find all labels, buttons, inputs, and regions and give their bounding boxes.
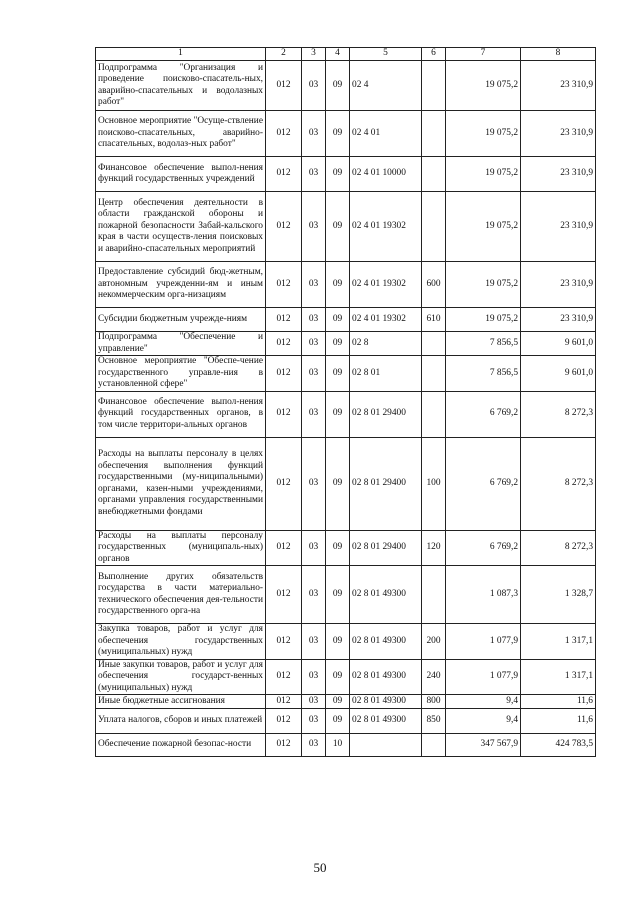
row-expense-type-cell: [422, 734, 446, 757]
row-amount-2-cell: 424 783,5: [521, 734, 596, 757]
column-header: 5: [350, 48, 422, 61]
row-admin-code-cell: 012: [266, 111, 302, 157]
row-amount-1-cell: 7 856,5: [446, 356, 521, 392]
row-amount-1-cell: 6 769,2: [446, 391, 521, 437]
table-row: [96, 157, 596, 192]
row-target-code-cell: 02 8 01 49300: [350, 624, 422, 660]
row-name-cell: Расходы на выплаты персоналу в целях обеспечения выполнения функций государственными (му-ниципальными) органами, казен-ными учреждениями, органами управления государственными внебюджетными фондами: [96, 437, 266, 530]
table-row: [96, 437, 596, 530]
row-target-code-cell: [350, 734, 422, 757]
row-section-cell: 03: [302, 659, 326, 695]
table-row: [96, 530, 596, 566]
table-row: [96, 391, 596, 437]
row-expense-type-cell: [422, 332, 446, 356]
row-name-cell: Основное мероприятие "Осуще-ствление поисково-спасательных, аварийно-спасательных, водолаз-ных работ": [96, 111, 266, 157]
row-name-cell: Финансовое обеспечение выпол-нения функций государственных органов, в том числе территори-альных органов: [96, 391, 266, 437]
row-amount-1-cell: 19 075,2: [446, 308, 521, 332]
row-amount-1-cell: 347 567,9: [446, 734, 521, 757]
row-target-code-cell: 02 8 01 29400: [350, 530, 422, 566]
table-row: [96, 111, 596, 157]
column-header: 7: [446, 48, 521, 61]
row-section-cell: 03: [302, 530, 326, 566]
row-subsection-cell: 09: [326, 356, 350, 392]
row-section-cell: 03: [302, 566, 326, 624]
row-target-code-cell: 02 8 01: [350, 356, 422, 392]
row-subsection-cell: 09: [326, 262, 350, 308]
row-expense-type-cell: [422, 61, 446, 111]
row-subsection-cell: 09: [326, 437, 350, 530]
row-target-code-cell: 02 8 01 49300: [350, 659, 422, 695]
row-name-cell: Уплата налогов, сборов и иных платежей: [96, 709, 266, 734]
row-amount-1-cell: 9,4: [446, 709, 521, 734]
row-subsection-cell: 10: [326, 734, 350, 757]
row-name-cell: Закупка товаров, работ и услуг для обеспечения государственных (муниципальных) нужд: [96, 624, 266, 660]
row-amount-1-cell: 19 075,2: [446, 61, 521, 111]
row-amount-1-cell: 19 075,2: [446, 262, 521, 308]
row-expense-type-cell: 100: [422, 437, 446, 530]
row-subsection-cell: 09: [326, 308, 350, 332]
row-name-cell: Субсидии бюджетным учрежде-ниям: [96, 308, 266, 332]
row-name-cell: Предоставление субсидий бюд-жетным, автономным учрежденни-ям и иным некоммерческим орга-низациям: [96, 262, 266, 308]
row-target-code-cell: 02 8 01 49300: [350, 566, 422, 624]
table-row: [96, 624, 596, 660]
column-header: 8: [521, 48, 596, 61]
table-row: [96, 308, 596, 332]
row-amount-1-cell: 6 769,2: [446, 437, 521, 530]
row-name-cell: Расходы на выплаты персоналу государственных (муниципаль-ных) органов: [96, 530, 266, 566]
table-row: [96, 356, 596, 392]
row-target-code-cell: 02 4 01 10000: [350, 157, 422, 192]
row-admin-code-cell: 012: [266, 157, 302, 192]
row-target-code-cell: 02 4 01: [350, 111, 422, 157]
row-amount-2-cell: 23 310,9: [521, 157, 596, 192]
row-amount-1-cell: 7 856,5: [446, 332, 521, 356]
row-admin-code-cell: 012: [266, 356, 302, 392]
column-header: 4: [326, 48, 350, 61]
row-expense-type-cell: 610: [422, 308, 446, 332]
row-subsection-cell: 09: [326, 111, 350, 157]
row-subsection-cell: 09: [326, 332, 350, 356]
row-section-cell: 03: [302, 734, 326, 757]
row-expense-type-cell: 800: [422, 695, 446, 709]
row-target-code-cell: 02 4: [350, 61, 422, 111]
table-row: [96, 262, 596, 308]
row-name-cell: Обеспечение пожарной безопас-ности: [96, 734, 266, 757]
row-amount-1-cell: 1 077,9: [446, 659, 521, 695]
table-row: [96, 659, 596, 695]
row-section-cell: 03: [302, 391, 326, 437]
row-target-code-cell: 02 4 01 19302: [350, 192, 422, 262]
row-subsection-cell: 09: [326, 709, 350, 734]
table-row: [96, 734, 596, 757]
row-admin-code-cell: 012: [266, 192, 302, 262]
row-amount-1-cell: 19 075,2: [446, 192, 521, 262]
row-name-cell: Финансовое обеспечение выпол-нения функций государственных учреждений: [96, 157, 266, 192]
row-subsection-cell: 09: [326, 566, 350, 624]
row-admin-code-cell: 012: [266, 530, 302, 566]
row-name-cell: Выполнение других обязательств государства в части материально-технического обеспечения дея-тельности государственного орга-на: [96, 566, 266, 624]
row-amount-2-cell: 9 601,0: [521, 356, 596, 392]
row-admin-code-cell: 012: [266, 709, 302, 734]
row-expense-type-cell: 600: [422, 262, 446, 308]
row-admin-code-cell: 012: [266, 391, 302, 437]
row-section-cell: 03: [302, 157, 326, 192]
row-section-cell: 03: [302, 192, 326, 262]
table-body: [96, 61, 596, 757]
row-amount-2-cell: 1 317,1: [521, 624, 596, 660]
row-admin-code-cell: 012: [266, 308, 302, 332]
row-target-code-cell: 02 8 01 29400: [350, 391, 422, 437]
row-subsection-cell: 09: [326, 192, 350, 262]
row-admin-code-cell: 012: [266, 659, 302, 695]
column-header: 1: [96, 48, 266, 61]
row-section-cell: 03: [302, 695, 326, 709]
row-admin-code-cell: 012: [266, 437, 302, 530]
row-subsection-cell: 09: [326, 624, 350, 660]
row-subsection-cell: 09: [326, 157, 350, 192]
row-expense-type-cell: 240: [422, 659, 446, 695]
page-number: 50: [313, 860, 327, 875]
row-target-code-cell: 02 8: [350, 332, 422, 356]
row-amount-2-cell: 8 272,3: [521, 437, 596, 530]
row-subsection-cell: 09: [326, 391, 350, 437]
row-subsection-cell: 09: [326, 530, 350, 566]
row-admin-code-cell: 012: [266, 332, 302, 356]
row-amount-2-cell: 23 310,9: [521, 111, 596, 157]
row-expense-type-cell: 120: [422, 530, 446, 566]
column-header: 2: [266, 48, 302, 61]
row-name-cell: Иные бюджетные ассигнования: [96, 695, 266, 709]
row-name-cell: Иные закупки товаров, работ и услуг для обеспечения государст-венных (муниципальных) нужд: [96, 659, 266, 695]
row-amount-1-cell: 1 077,9: [446, 624, 521, 660]
row-amount-1-cell: 19 075,2: [446, 111, 521, 157]
row-amount-2-cell: 11,6: [521, 695, 596, 709]
row-expense-type-cell: [422, 192, 446, 262]
row-amount-1-cell: 9,4: [446, 695, 521, 709]
row-amount-2-cell: 1 317,1: [521, 659, 596, 695]
column-header: 3: [302, 48, 326, 61]
row-section-cell: 03: [302, 308, 326, 332]
row-subsection-cell: 09: [326, 659, 350, 695]
row-target-code-cell: 02 4 01 19302: [350, 262, 422, 308]
table-row: [96, 695, 596, 709]
row-amount-2-cell: 23 310,9: [521, 192, 596, 262]
column-header: 6: [422, 48, 446, 61]
row-target-code-cell: 02 8 01 49300: [350, 709, 422, 734]
row-name-cell: Основное мероприятие "Обеспе-чение государственного управле-ния в установленной сфере": [96, 356, 266, 392]
row-amount-1-cell: 6 769,2: [446, 530, 521, 566]
row-admin-code-cell: 012: [266, 262, 302, 308]
row-name-cell: Подпрограмма "Обеспечение и управление": [96, 332, 266, 356]
table-header-row: [96, 48, 596, 61]
row-admin-code-cell: 012: [266, 695, 302, 709]
row-expense-type-cell: [422, 111, 446, 157]
row-target-code-cell: 02 4 01 19302: [350, 308, 422, 332]
row-section-cell: 03: [302, 437, 326, 530]
row-section-cell: 03: [302, 262, 326, 308]
row-admin-code-cell: 012: [266, 734, 302, 757]
row-expense-type-cell: [422, 356, 446, 392]
row-admin-code-cell: 012: [266, 624, 302, 660]
row-section-cell: 03: [302, 624, 326, 660]
row-section-cell: 03: [302, 356, 326, 392]
table-row: [96, 566, 596, 624]
row-section-cell: 03: [302, 332, 326, 356]
table-row: [96, 192, 596, 262]
row-amount-2-cell: 8 272,3: [521, 530, 596, 566]
row-amount-2-cell: 23 310,9: [521, 262, 596, 308]
row-amount-2-cell: 23 310,9: [521, 308, 596, 332]
row-admin-code-cell: 012: [266, 61, 302, 111]
row-subsection-cell: 09: [326, 61, 350, 111]
table-row: [96, 61, 596, 111]
row-expense-type-cell: [422, 157, 446, 192]
row-target-code-cell: 02 8 01 29400: [350, 437, 422, 530]
row-section-cell: 03: [302, 111, 326, 157]
row-subsection-cell: 09: [326, 695, 350, 709]
table-row: [96, 332, 596, 356]
row-expense-type-cell: [422, 566, 446, 624]
row-amount-2-cell: 11,6: [521, 709, 596, 734]
row-name-cell: Подпрограмма "Организация и проведение поисково-спасатель-ных, аварийно-спасательных и водолазных работ": [96, 61, 266, 111]
row-amount-1-cell: 1 087,3: [446, 566, 521, 624]
row-amount-2-cell: 1 328,7: [521, 566, 596, 624]
budget-table: [95, 47, 596, 757]
table-row: [96, 709, 596, 734]
row-section-cell: 03: [302, 709, 326, 734]
row-admin-code-cell: 012: [266, 566, 302, 624]
row-amount-2-cell: 9 601,0: [521, 332, 596, 356]
row-section-cell: 03: [302, 61, 326, 111]
row-target-code-cell: 02 8 01 49300: [350, 695, 422, 709]
row-amount-2-cell: 23 310,9: [521, 61, 596, 111]
row-expense-type-cell: 200: [422, 624, 446, 660]
row-expense-type-cell: [422, 391, 446, 437]
row-amount-1-cell: 19 075,2: [446, 157, 521, 192]
row-name-cell: Центр обеспечения деятельности в области гражданской обороны и пожарной безопасности Забай-кальского края в части осуществ-ления поисковых и аварийно-спасательных мероприятий: [96, 192, 266, 262]
row-amount-2-cell: 8 272,3: [521, 391, 596, 437]
row-expense-type-cell: 850: [422, 709, 446, 734]
